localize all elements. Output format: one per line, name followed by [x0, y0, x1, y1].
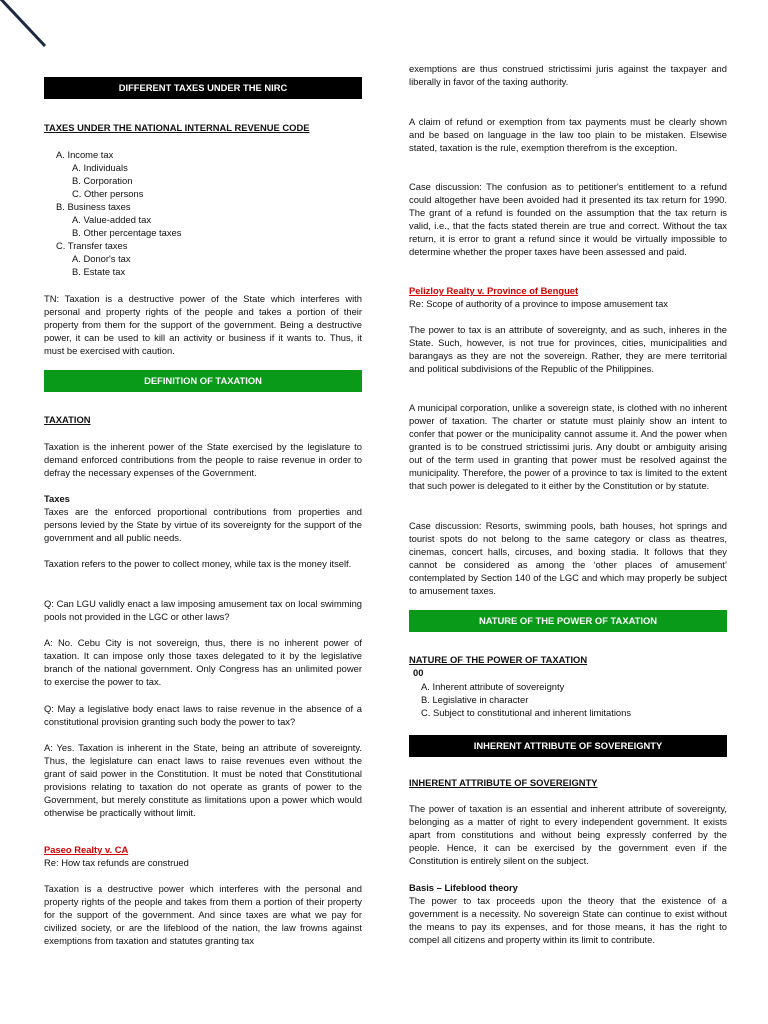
section-bar-definition: DEFINITION OF TAXATION — [44, 370, 362, 392]
case-re-paseo: Re: How tax refunds are construed — [44, 857, 189, 868]
heading-nirc: TAXES UNDER THE NATIONAL INTERNAL REVENUE CODE — [44, 122, 310, 133]
taxation-definition: Taxation is the inherent power of the State exercised by the legislature to demand enforced contributions from the people to raise revenue in order to defray the necessary expenses of the Government. — [44, 441, 362, 478]
question-2: Q: May a legislative body enact laws to raise revenue in the absence of a constitutional provision granting such body the power to tax? — [44, 703, 362, 727]
list-item: A. Value-added tax — [72, 214, 152, 225]
list-item: A. Donor's tax — [72, 253, 131, 264]
inherent-paragraph: The power of taxation is an essential and inherent attribute of sovereignty, belonging as a matter of right to every independent government. It exists apart from constitutions and without being expressly conferred by the people. Hence, it can be exercised by the government even if the Constitution is entirely silent on the subject. — [409, 803, 727, 866]
taxation-refers: Taxation refers to the power to collect money, while tax is the money itself. — [44, 558, 352, 569]
heading-taxation: TAXATION — [44, 414, 91, 425]
tn-paragraph: TN: Taxation is a destructive power of the State which interferes with personal and property rights of the people and takes a portion of their property from them for the support of the government. Being a destructive power, it can be used to kill an activity or business if it wants to. Thus, it must be exercised with caution. — [44, 293, 362, 356]
list-item: A. Income tax — [56, 149, 114, 160]
continued-paragraph: exemptions are thus construed strictissimi juris against the taxpayer and liberally in favor of the taxing authority. — [409, 63, 727, 87]
taxes-heading: Taxes — [44, 493, 70, 504]
section-bar-inherent: INHERENT ATTRIBUTE OF SOVEREIGNTY — [409, 735, 727, 757]
taxes-definition: Taxes are the enforced proportional contributions from properties and persons levied by the State by virtue of its sovereignty for the support of the government and all public needs. — [44, 506, 362, 543]
nature-sub: 00 — [413, 667, 424, 678]
question-1: Q: Can LGU validly enact a law imposing amusement tax on local swimming pools not provided in the LGC or other laws? — [44, 598, 362, 622]
power-paragraph: The power to tax is an attribute of sovereignty, and as such, inheres in the State. Such, however, is not true for provinces, cities, municipalities and barangays as they are not the sovereign. Rather, they are mere territorial and political subdivisions of the Republic of the Philippines. — [409, 324, 727, 374]
list-item: B. Legislative in character — [421, 694, 529, 705]
nature-list — [409, 680, 727, 719]
heading-inherent: INHERENT ATTRIBUTE OF SOVEREIGNTY — [409, 777, 598, 788]
list-item: B. Other percentage taxes — [72, 227, 182, 238]
case-discussion-paseo: Case discussion: The confusion as to petitioner's entitlement to a refund could altogether have been avoided had it presented its tax return for 1990. The grant of a refund is founded on the assumption that the tax return is valid, i.e., that the facts stated therein are true and correct. Without the tax return, it is error to grant a refund since it would be virtually impossible to determine whether the proper taxes have been assessed and paid. — [409, 181, 727, 257]
case-re-pelizloy: Re: Scope of authority of a province to impose amusement tax — [409, 298, 668, 309]
list-item: B. Corporation — [72, 175, 133, 186]
case-title-pelizloy: Pelizloy Realty v. Province of Benguet — [409, 285, 579, 296]
list-item: C. Subject to constitutional and inherent limitations — [421, 707, 632, 718]
list-item: A. Inherent attribute of sovereignty — [421, 681, 565, 692]
basis-heading: Basis – Lifeblood theory — [409, 882, 518, 893]
corner-slash-decoration — [0, 0, 60, 60]
section-bar-nature: NATURE OF THE POWER OF TAXATION — [409, 610, 727, 632]
municipal-paragraph: A municipal corporation, unlike a sovereign state, is clothed with no inherent power of taxation. The charter or statute must plainly show an intent to confer that power or the municipality cannot assume it. And the power when granted is to be construed strictissimi juris. Any doubt or ambiguity arising out of the term used in granting that power must be resolved against the municipality. Therefore, the power of a province to tax is limited to the extent that such power is delegated to it either by the Constitution or by statute. — [409, 402, 727, 491]
list-item: B. Business taxes — [56, 201, 131, 212]
answer-2: A: Yes. Taxation is inherent in the State, being an attribute of sovereignty. Thus, the legislature can enact laws to raise revenues even without the grant of said power in the Constitution. It must be noted that Constitutional provisions relating to taxation do not operate as grants of power to the Government, but merely constitute as limitations upon a power which would otherwise be practically without limit. — [44, 742, 362, 818]
answer-1: A: No. Cebu City is not sovereign, thus, there is no inherent power of taxation. It can impose only those taxes delegated to it by the legislative branch of the national government. Only Congress has an unlimited power to exercise the power to tax. — [44, 637, 362, 687]
list-item: C. Other persons — [72, 188, 144, 199]
refund-paragraph: A claim of refund or exemption from tax payments must be clearly shown and be based on language in the law too plain to be mistaken. Elsewise stated, taxation is the rule, exemption therefrom is the exception. — [409, 116, 727, 153]
list-item: C. Transfer taxes — [56, 240, 128, 251]
list-item: B. Estate tax — [72, 266, 126, 277]
section-bar-nirc: DIFFERENT TAXES UNDER THE NIRC — [44, 77, 362, 99]
tax-list — [44, 148, 362, 278]
case-discussion-pelizloy: Case discussion: Resorts, swimming pools, bath houses, hot springs and tourist spots do not belong to the same category or class as theatres, cinemas, concert halls, circuses, and boxing stadia. It follows that they cannot be considered as among the ‘other places of amusement’ contemplated by Section 140 of the LGC and which may properly be subject to amusement taxes. — [409, 520, 727, 596]
basis-paragraph: The power to tax proceeds upon the theory that the existence of a government is a necessity. No sovereign State can continue to exist without the means to pay its expenses, and for those means, it has the right to compel all citizens and property within its limit to contribute. — [409, 895, 727, 945]
heading-nature: NATURE OF THE POWER OF TAXATION — [409, 654, 588, 665]
case-title-paseo: Paseo Realty v. CA — [44, 844, 129, 855]
list-item: A. Individuals — [72, 162, 128, 173]
case-body-paseo: Taxation is a destructive power which interferes with the personal and property rights of the people and takes from them a portion of their property for the support of the government. And since taxes are what we pay for civilized society, or are the lifeblood of the nation, the law frowns against exemptions from taxation and statutes granting tax — [44, 883, 362, 946]
